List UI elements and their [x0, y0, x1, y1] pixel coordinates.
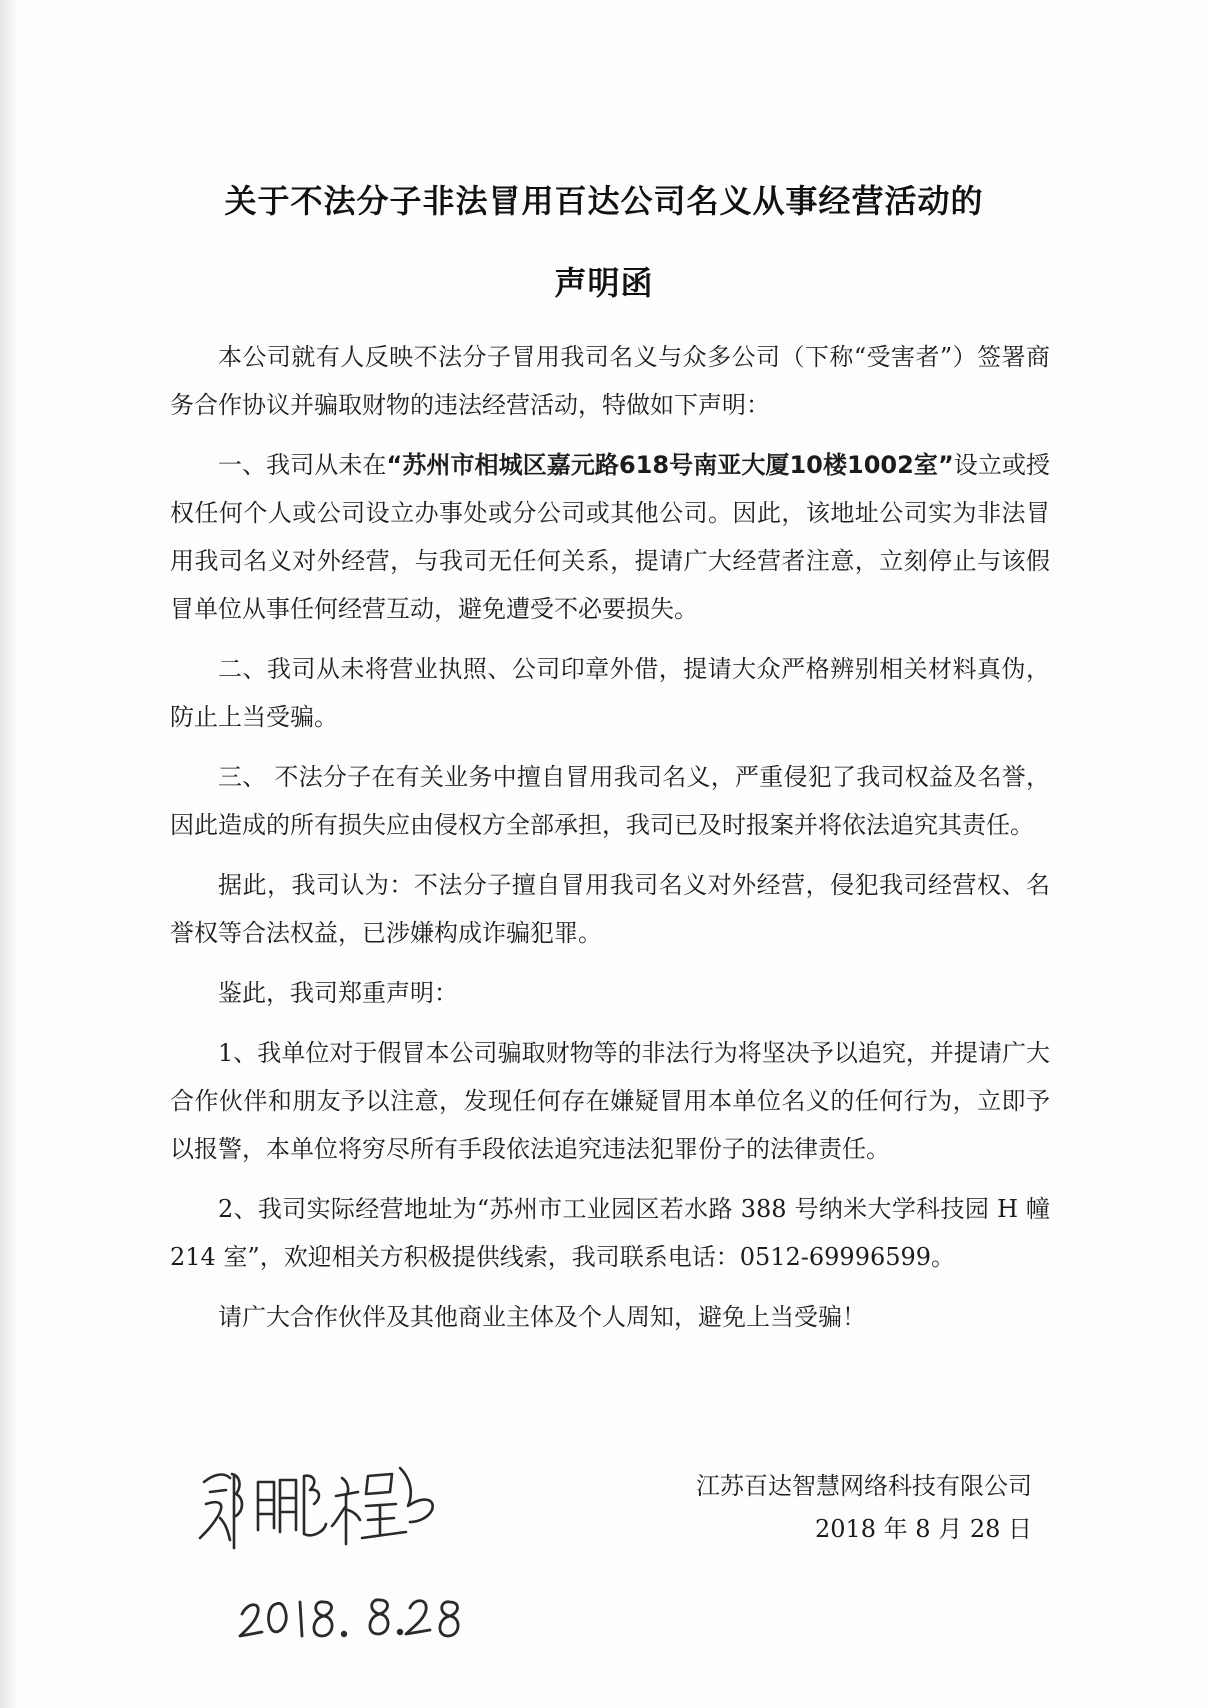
paragraph-declaration-intro: 鉴此，我司郑重声明： [218, 979, 458, 1007]
paragraph-point-1 [170, 441, 1050, 633]
company-name: 江苏百达智慧网络科技有限公司 [696, 1472, 1032, 1500]
paragraph-declaration-2: 2、我司实际经营地址为“苏州市工业园区若水路 388 号纳米大学科技园 H 幢 214 室”，欢迎相关方积极提供线索，我司联系电话：0512-69996599。 [170, 1195, 1050, 1271]
paragraph-point-1-suffix: 设立或授权任何个人或公司设立办事处或分公司或其他公司。因此，该地址公司实为非法冒用我司名义对外经营，与我司无任何关系，提请广大经营者注意，立刻停止与该假冒单位从事任何经营互动，避免遭受不必要损失。 [170, 451, 1051, 623]
paragraph-declaration-1: 1、我单位对于假冒本公司骗取财物等的非法行为将坚决予以追究，并提请广大合作伙伴和朋友予以注意，发现任何存在嫌疑冒用本单位名义的任何行为，立即予以报警，本单位将穷尽所有手段依法追究违法犯罪份子的法律责任。 [170, 1039, 1050, 1163]
paragraph-intro: 本公司就有人反映不法分子冒用我司名义与众多公司（下称“受害者”）签署商务合作协议并骗取财物的违法经营活动，特做如下声明： [170, 343, 1050, 419]
fake-address: “苏州市相城区嘉元路618号南亚大厦10楼1002室” [386, 451, 954, 479]
scan-edge-shadow [0, 0, 18, 1708]
handwritten-signature [196, 1452, 486, 1652]
paragraph-conclusion: 据此，我司认为：不法分子擅自冒用我司名义对外经营，侵犯我司经营权、名誉权等合法权益，已涉嫌构成诈骗犯罪。 [170, 871, 1050, 947]
paragraph-point-1-prefix: 一、我司从未在 [218, 451, 387, 479]
document-body [170, 333, 1050, 1353]
document-date: 2018 年 8 月 28 日 [814, 1515, 1032, 1543]
paragraph-point-2: 二、我司从未将营业执照、公司印章外借，提请大众严格辨别相关材料真伪，防止上当受骗。 [170, 655, 1050, 731]
paragraph-closing: 请广大合作伙伴及其他商业主体及个人周知，避免上当受骗！ [218, 1303, 866, 1331]
title-line-2: 声明函 [554, 264, 654, 302]
title-line-1: 关于不法分子非法冒用百达公司名义从事经营活动的 [224, 182, 984, 220]
paragraph-point-3: 三、 不法分子在有关业务中擅自冒用我司名义，严重侵犯了我司权益及名誉，因此造成的所有损失应由侵权方全部承担，我司已及时报案并将依法追究其责任。 [170, 763, 1050, 839]
